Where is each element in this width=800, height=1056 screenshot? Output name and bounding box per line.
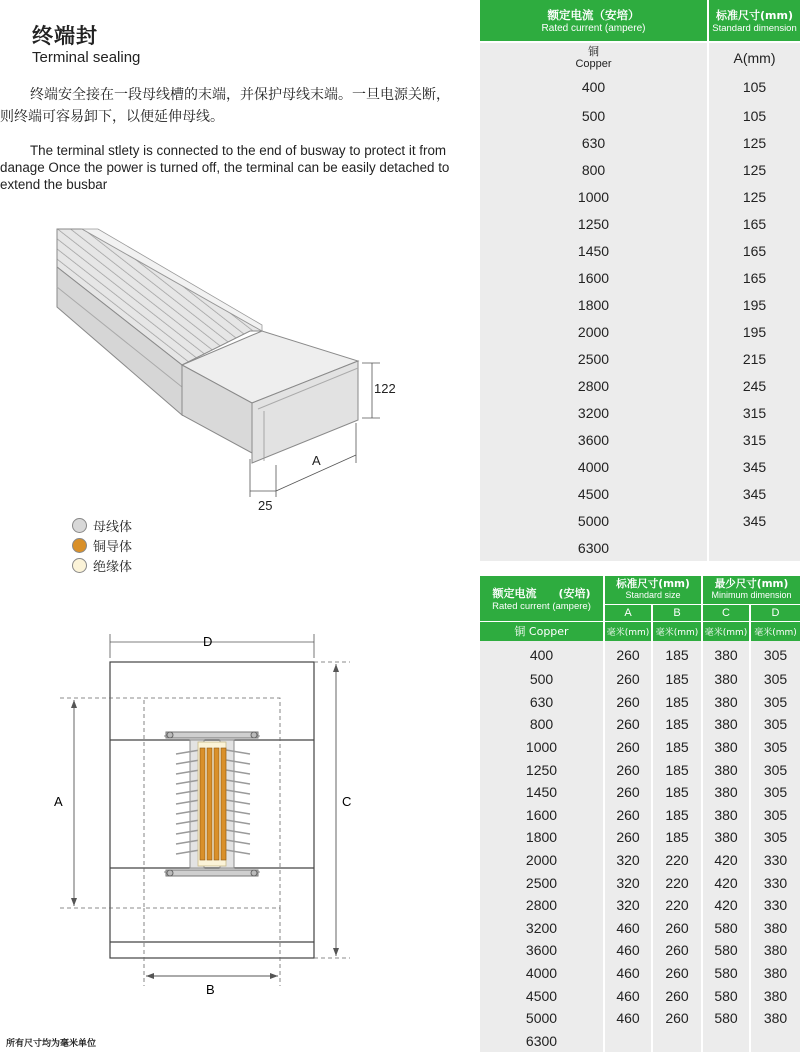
size-c-cell: 380 xyxy=(702,641,750,668)
table-row xyxy=(480,641,800,668)
dimension-cell: 315 xyxy=(708,426,800,453)
size-a-cell: 320 xyxy=(604,871,652,894)
rated-current-cell: 630 xyxy=(480,129,708,156)
table-row xyxy=(480,691,800,714)
legend-item-copper xyxy=(72,536,132,555)
table-row xyxy=(480,480,800,507)
size-a-cell: 260 xyxy=(604,691,652,714)
table-row xyxy=(480,736,800,759)
page-title: 终端封 xyxy=(32,24,98,48)
dimension-cell: 345 xyxy=(708,507,800,534)
rated-current-cell: 800 xyxy=(480,156,708,183)
size-d-cell: 330 xyxy=(750,871,800,894)
table-row xyxy=(480,72,800,102)
size-b-cell: 185 xyxy=(652,668,702,691)
table-row xyxy=(480,1007,800,1030)
table2-unit-d: 毫米(mm) xyxy=(750,621,800,641)
size-b-cell: 185 xyxy=(652,826,702,849)
table1-body xyxy=(480,72,800,561)
size-c-cell xyxy=(702,1030,750,1053)
dimension-cell: 105 xyxy=(708,72,800,102)
legend-label: 母线体 xyxy=(93,520,133,535)
table-row xyxy=(480,917,800,940)
description-en: The terminal stlety is connected to the end of busway to protect it from danage Once the power is turned off, the terminal can be easily detached to extend the busbar xyxy=(0,143,450,192)
size-b-cell: 220 xyxy=(652,849,702,872)
size-d-cell: 380 xyxy=(750,917,800,940)
size-c-cell: 380 xyxy=(702,713,750,736)
table-row xyxy=(480,264,800,291)
rated-current-dimension-table xyxy=(480,0,800,561)
rated-current-cell: 4500 xyxy=(480,480,708,507)
size-c-cell: 380 xyxy=(702,736,750,759)
table1-sub-amm: A(mm) xyxy=(708,42,800,72)
table-row xyxy=(480,399,800,426)
size-d-cell: 305 xyxy=(750,736,800,759)
rated-current-cell: 1000 xyxy=(480,183,708,210)
table-row xyxy=(480,962,800,985)
size-d-cell: 380 xyxy=(750,1007,800,1030)
size-b-cell: 220 xyxy=(652,871,702,894)
size-b-cell: 185 xyxy=(652,736,702,759)
dimension-cell: 345 xyxy=(708,480,800,507)
table-row xyxy=(480,871,800,894)
dim-c-label: C xyxy=(342,794,352,809)
size-d-cell: 305 xyxy=(750,668,800,691)
size-d-cell: 305 xyxy=(750,758,800,781)
legend-swatch-copper xyxy=(72,538,87,553)
table2-header-rated: 额定电流 (安培) Rated current (ampere) xyxy=(480,576,604,621)
legend-item-busway-body xyxy=(72,516,132,535)
table1-sub-copper: 铜 Copper xyxy=(480,42,708,72)
dimension-cell: 215 xyxy=(708,345,800,372)
description-cn: 终端安全接在一段母线槽的末端，并保护母线末端。一旦电源关断，则终端可容易卸下，以便延伸母线。 xyxy=(0,87,450,125)
legend-swatch-grey xyxy=(72,518,87,533)
rated-current-cell: 500 xyxy=(480,668,604,691)
table2-col-b: B xyxy=(652,604,702,621)
dim-a-section-label: A xyxy=(54,794,63,809)
table-row xyxy=(480,758,800,781)
size-a-cell: 260 xyxy=(604,804,652,827)
rated-current-cell: 2500 xyxy=(480,345,708,372)
size-b-cell: 185 xyxy=(652,781,702,804)
table-row xyxy=(480,237,800,264)
size-a-cell: 460 xyxy=(604,917,652,940)
size-d-cell: 380 xyxy=(750,939,800,962)
table-row xyxy=(480,894,800,917)
table-row xyxy=(480,453,800,480)
size-b-cell: 260 xyxy=(652,962,702,985)
rated-current-cell: 800 xyxy=(480,713,604,736)
table-row xyxy=(480,507,800,534)
size-c-cell: 380 xyxy=(702,804,750,827)
size-d-cell: 305 xyxy=(750,713,800,736)
table-row xyxy=(480,102,800,129)
table-row xyxy=(480,713,800,736)
table-row xyxy=(480,668,800,691)
table2-header-min: 最少尺寸(mm) Minimum dimension xyxy=(702,576,800,604)
rated-current-cell: 400 xyxy=(480,641,604,668)
table-row xyxy=(480,426,800,453)
rated-current-cell: 1600 xyxy=(480,804,604,827)
size-b-cell: 260 xyxy=(652,984,702,1007)
table-row xyxy=(480,849,800,872)
size-c-cell: 580 xyxy=(702,1007,750,1030)
rated-current-cell: 1800 xyxy=(480,826,604,849)
dimension-cell: 195 xyxy=(708,318,800,345)
dimension-cell: 165 xyxy=(708,237,800,264)
legend-swatch-insulator xyxy=(72,558,87,573)
dimension-cell: 345 xyxy=(708,453,800,480)
size-d-cell xyxy=(750,1030,800,1053)
table-row xyxy=(480,781,800,804)
rated-current-cell: 6300 xyxy=(480,534,708,561)
table-row xyxy=(480,534,800,561)
size-b-cell: 220 xyxy=(652,894,702,917)
table2-body xyxy=(480,641,800,1052)
dim-d-label: D xyxy=(203,634,213,649)
table-row xyxy=(480,210,800,237)
rated-current-cell: 2500 xyxy=(480,871,604,894)
rated-current-cell: 1000 xyxy=(480,736,604,759)
size-dimension-table xyxy=(480,576,800,1052)
size-c-cell: 580 xyxy=(702,939,750,962)
dimension-cell xyxy=(708,534,800,561)
size-c-cell: 580 xyxy=(702,917,750,940)
table1-header-rated: 额定电流（安培） Rated current (ampere) xyxy=(480,0,708,42)
rated-current-cell: 5000 xyxy=(480,507,708,534)
size-a-cell: 260 xyxy=(604,668,652,691)
size-c-cell: 380 xyxy=(702,758,750,781)
table2-unit-c: 毫米(mm) xyxy=(702,621,750,641)
size-a-cell: 260 xyxy=(604,826,652,849)
table-row xyxy=(480,804,800,827)
legend-item-insulator xyxy=(72,556,132,575)
table-row xyxy=(480,291,800,318)
size-c-cell: 580 xyxy=(702,962,750,985)
dimension-cell: 125 xyxy=(708,156,800,183)
size-c-cell: 580 xyxy=(702,984,750,1007)
size-a-cell: 260 xyxy=(604,758,652,781)
busway-3d-drawing xyxy=(0,215,460,515)
table-row xyxy=(480,183,800,210)
table-row xyxy=(480,129,800,156)
dimension-cell: 125 xyxy=(708,183,800,210)
rated-current-cell: 630 xyxy=(480,691,604,714)
size-a-cell: 460 xyxy=(604,939,652,962)
size-b-cell xyxy=(652,1030,702,1053)
rated-current-cell: 500 xyxy=(480,102,708,129)
size-d-cell: 380 xyxy=(750,962,800,985)
size-d-cell: 305 xyxy=(750,641,800,668)
size-d-cell: 330 xyxy=(750,894,800,917)
size-c-cell: 380 xyxy=(702,781,750,804)
rated-current-cell: 1600 xyxy=(480,264,708,291)
table1-header-std: 标准尺寸(mm) Standard dimension xyxy=(708,0,800,42)
cross-section-drawing xyxy=(40,620,380,1000)
size-c-cell: 420 xyxy=(702,871,750,894)
table2-header-std: 标准尺寸(mm) Standard size xyxy=(604,576,702,604)
size-c-cell: 380 xyxy=(702,691,750,714)
size-b-cell: 260 xyxy=(652,939,702,962)
table-row xyxy=(480,826,800,849)
size-b-cell: 260 xyxy=(652,917,702,940)
rated-current-cell: 4500 xyxy=(480,984,604,1007)
rated-current-cell: 1800 xyxy=(480,291,708,318)
size-a-cell: 260 xyxy=(604,781,652,804)
dimension-cell: 195 xyxy=(708,291,800,318)
size-d-cell: 305 xyxy=(750,826,800,849)
rated-current-cell: 3600 xyxy=(480,426,708,453)
dimension-cell: 165 xyxy=(708,264,800,291)
rated-current-cell: 2000 xyxy=(480,318,708,345)
table2-unit-a: 毫米(mm) xyxy=(604,621,652,641)
size-a-cell xyxy=(604,1030,652,1053)
dim-122-label: 122 xyxy=(374,381,396,396)
table-row xyxy=(480,939,800,962)
rated-current-cell: 2000 xyxy=(480,849,604,872)
legend-label: 铜导体 xyxy=(93,540,133,555)
dimension-cell: 105 xyxy=(708,102,800,129)
size-b-cell: 185 xyxy=(652,691,702,714)
footnote: 所有尺寸均为毫米单位 xyxy=(6,1039,97,1049)
size-a-cell: 260 xyxy=(604,641,652,668)
table2-copper: 铜 Copper xyxy=(480,621,604,641)
rated-current-cell: 1450 xyxy=(480,237,708,264)
size-d-cell: 305 xyxy=(750,691,800,714)
size-a-cell: 260 xyxy=(604,736,652,759)
rated-current-cell: 1250 xyxy=(480,758,604,781)
size-c-cell: 380 xyxy=(702,826,750,849)
dimension-cell: 165 xyxy=(708,210,800,237)
size-d-cell: 305 xyxy=(750,804,800,827)
dim-25-label: 25 xyxy=(258,498,273,513)
dimension-cell: 125 xyxy=(708,129,800,156)
size-b-cell: 260 xyxy=(652,1007,702,1030)
rated-current-cell: 2800 xyxy=(480,894,604,917)
legend-label: 绝缘体 xyxy=(93,560,133,575)
size-a-cell: 460 xyxy=(604,962,652,985)
size-b-cell: 185 xyxy=(652,758,702,781)
table2-col-c: C xyxy=(702,604,750,621)
table-row xyxy=(480,318,800,345)
rated-current-cell: 4000 xyxy=(480,453,708,480)
rated-current-cell: 3600 xyxy=(480,939,604,962)
size-b-cell: 185 xyxy=(652,713,702,736)
size-a-cell: 320 xyxy=(604,894,652,917)
size-a-cell: 460 xyxy=(604,984,652,1007)
size-d-cell: 380 xyxy=(750,984,800,1007)
dimension-cell: 245 xyxy=(708,372,800,399)
table2-unit-b: 毫米(mm) xyxy=(652,621,702,641)
size-a-cell: 320 xyxy=(604,849,652,872)
size-b-cell: 185 xyxy=(652,804,702,827)
page-subtitle: Terminal sealing xyxy=(32,49,141,66)
size-b-cell: 185 xyxy=(652,641,702,668)
size-a-cell: 460 xyxy=(604,1007,652,1030)
rated-current-cell: 400 xyxy=(480,72,708,102)
size-c-cell: 380 xyxy=(702,668,750,691)
table2-col-d: D xyxy=(750,604,800,621)
rated-current-cell: 3200 xyxy=(480,917,604,940)
rated-current-cell: 2800 xyxy=(480,372,708,399)
size-d-cell: 305 xyxy=(750,781,800,804)
table-row xyxy=(480,372,800,399)
table-row xyxy=(480,984,800,1007)
dimension-cell: 315 xyxy=(708,399,800,426)
rated-current-cell: 1450 xyxy=(480,781,604,804)
rated-current-cell: 4000 xyxy=(480,962,604,985)
size-a-cell: 260 xyxy=(604,713,652,736)
dim-a-label: A xyxy=(312,453,321,468)
size-d-cell: 330 xyxy=(750,849,800,872)
dim-b-label: B xyxy=(206,982,215,997)
size-c-cell: 420 xyxy=(702,849,750,872)
table-row xyxy=(480,156,800,183)
rated-current-cell: 5000 xyxy=(480,1007,604,1030)
rated-current-cell: 6300 xyxy=(480,1030,604,1053)
rated-current-cell: 1250 xyxy=(480,210,708,237)
table-row xyxy=(480,1030,800,1053)
table-row xyxy=(480,345,800,372)
table2-col-a: A xyxy=(604,604,652,621)
rated-current-cell: 3200 xyxy=(480,399,708,426)
size-c-cell: 420 xyxy=(702,894,750,917)
